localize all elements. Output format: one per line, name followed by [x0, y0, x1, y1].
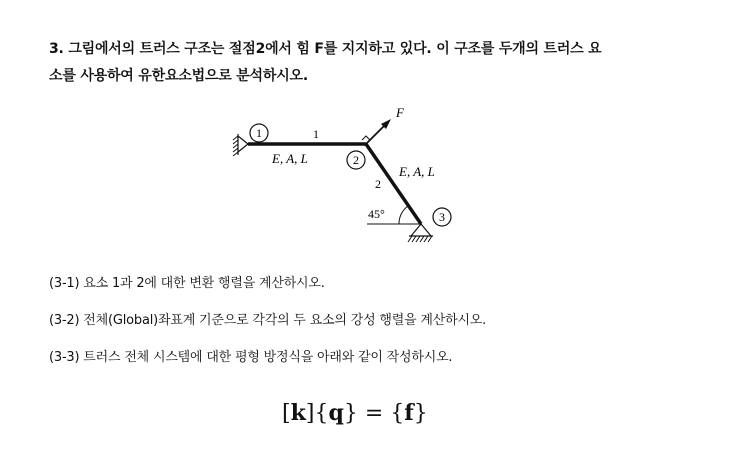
node-2-marker — [347, 151, 365, 169]
pin-support-node-3 — [408, 224, 433, 242]
subquestion-3-3: (3-3) 트러스 전체 시스템에 대한 평형 방정식을 아래와 같이 작성하시오. — [49, 350, 453, 365]
element-2-label: 2 — [375, 177, 381, 191]
angle-arc — [399, 206, 408, 224]
force-symbol: f — [404, 400, 414, 426]
equilibrium-equation: [k]{q} = {f} — [282, 400, 428, 426]
right-angle-marker — [362, 136, 370, 140]
node-3-marker — [433, 208, 451, 226]
node-2-label: 2 — [353, 153, 359, 167]
problem-statement — [49, 36, 689, 90]
problem-line-1: 3. 그림에서의 트러스 구조는 절점2에서 힘 F를 지지하고 있다. 이 구조를 두개의 트러스 요 — [49, 41, 602, 57]
subquestion-3-1: (3-1) 요소 1과 2에 대한 변환 행렬을 계산하시오. — [49, 276, 325, 291]
truss-figure — [225, 103, 475, 253]
node-1-marker — [250, 124, 268, 142]
element-2-properties: E, A, L — [399, 164, 435, 179]
node-1-label: 1 — [256, 126, 262, 140]
element-1-properties: E, A, L — [272, 151, 308, 166]
displacement-symbol: q — [328, 400, 344, 426]
problem-line-2: 소를 사용하여 유한요소법으로 분석하시오. — [49, 68, 308, 84]
node-3-label: 3 — [439, 210, 445, 224]
force-label: F — [396, 105, 404, 120]
subquestion-3-2: (3-2) 전체(Global)좌표계 기준으로 각각의 두 요소의 강성 행렬을 계산하시오. — [49, 313, 487, 328]
element-1-label: 1 — [313, 127, 319, 141]
pin-support-node-1 — [233, 134, 248, 156]
stiffness-symbol: k — [290, 400, 306, 426]
angle-label: 45° — [368, 207, 385, 221]
force-arrow — [366, 119, 391, 144]
